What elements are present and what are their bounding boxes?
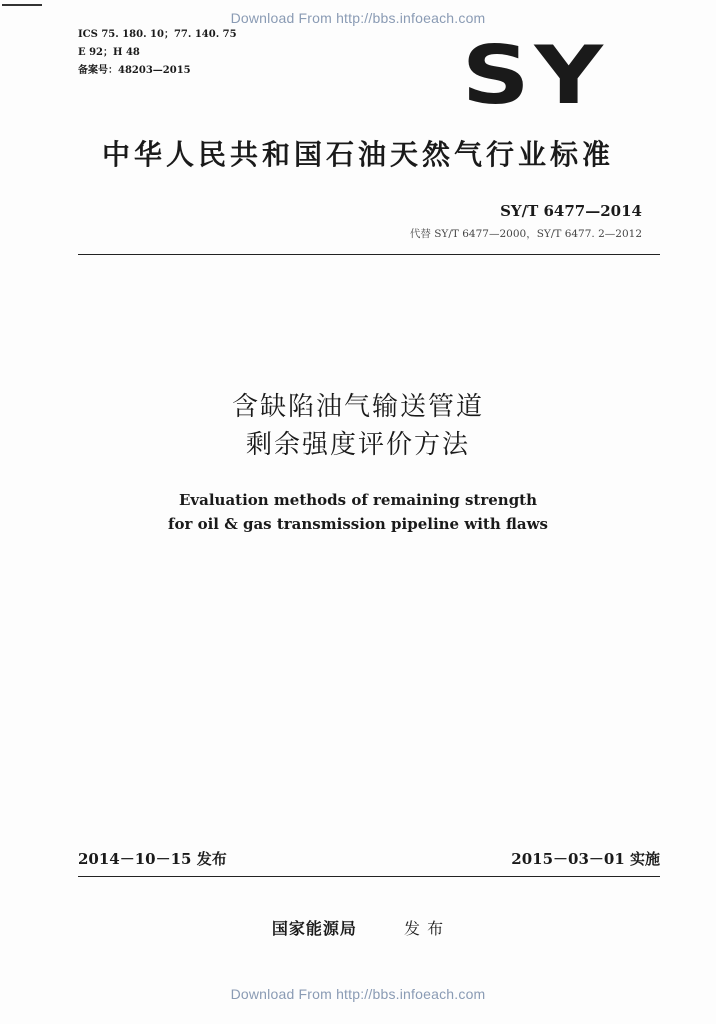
- issuer-name: 国家能源局: [271, 919, 357, 938]
- implementation-date: 2015－03－01 实施: [511, 850, 660, 868]
- title-en-line2: for oil & gas transmission pipeline with flaws: [168, 515, 548, 533]
- header-rule: [78, 254, 660, 255]
- title-en-line1: Evaluation methods of remaining strength: [178, 491, 538, 509]
- watermark-top: Download From http://bbs.infoeach.com: [230, 10, 486, 26]
- classification-code: E 92；H 48: [78, 47, 140, 58]
- scan-corner-mark: [2, 4, 42, 6]
- issue-date: 2014－10－15 发布: [78, 850, 227, 868]
- watermark-bottom: Download From http://bbs.infoeach.com: [230, 986, 486, 1002]
- sy-logo: SY: [462, 29, 608, 122]
- ics-code: ICS 75. 180. 10；77. 140. 75: [78, 29, 237, 40]
- issuer-block: [0, 916, 716, 939]
- standard-number: SY/T 6477—2014: [500, 202, 642, 220]
- title-cn-line1: 含缺陷油气输送管道: [231, 392, 484, 422]
- filing-number: 备案号：48203—2015: [78, 65, 191, 76]
- replaces-note: 代替 SY/T 6477—2000，SY/T 6477. 2—2012: [409, 228, 642, 240]
- issuer-action: 发 布: [404, 919, 445, 938]
- title-cn-line2: 剩余强度评价方法: [245, 430, 470, 460]
- footer-rule: [78, 876, 660, 877]
- industry-standard-title: 中华人民共和国石油天然气行业标准: [101, 138, 614, 171]
